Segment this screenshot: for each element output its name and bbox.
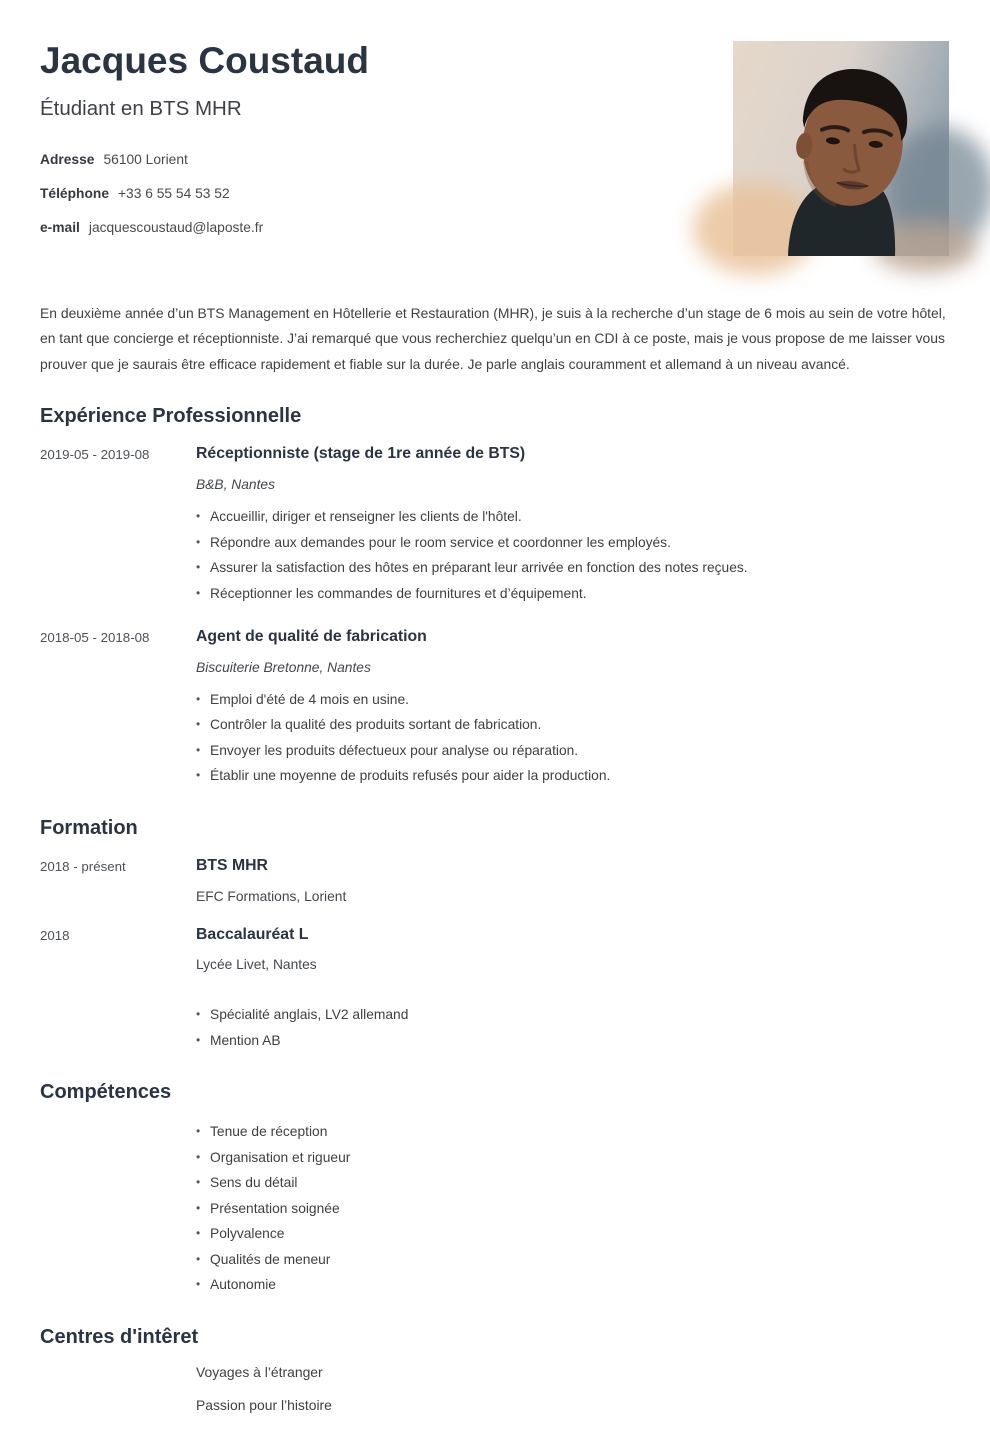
skill-item: • Polyvalence: [196, 1221, 950, 1247]
bullet-item: • Établir une moyenne de produits refusés pour aider la production.: [196, 763, 950, 789]
experience-entry: [40, 627, 950, 789]
bullet-list: [196, 504, 950, 606]
education-entry: [40, 856, 950, 904]
entry-dates: 2018: [40, 927, 70, 943]
section-heading-skills: Compétences: [40, 1081, 172, 1104]
bullet-list: [196, 1002, 950, 1053]
entry-content: [196, 856, 950, 904]
section-skills: [40, 1081, 950, 1298]
entry-dates-empty: [40, 1104, 196, 1298]
interest-item: Passion pour l’histoire: [196, 1396, 332, 1413]
interests-list: [196, 1364, 950, 1430]
contact-value-address: 56100 Lorient: [103, 151, 188, 167]
bullet-list: [196, 687, 950, 789]
entry-content: [196, 925, 950, 1054]
section-heading-education: Formation: [40, 816, 138, 839]
entry-content: [196, 627, 950, 789]
person-name: Jacques Coustaud: [40, 40, 369, 81]
section-experience: [40, 405, 950, 788]
entry-title: Réceptionniste (stage de 1re année de BTS): [196, 445, 526, 463]
bullet-item: • Spécialité anglais, LV2 allemand: [196, 1002, 950, 1028]
bullet-item: • Mention AB: [196, 1028, 950, 1054]
section-education: [40, 817, 950, 1053]
skill-item: • Présentation soignée: [196, 1196, 950, 1222]
entry-title: Baccalauréat L: [196, 925, 309, 943]
bullet-item: • Envoyer les produits défectueux pour analyse ou réparation.: [196, 738, 950, 764]
entry-title: BTS MHR: [196, 856, 268, 874]
section-heading-interests: Centres d'intêret: [40, 1325, 199, 1348]
entry-organization: EFC Formations, Lorient: [196, 888, 347, 904]
contact-value-phone: +33 6 55 54 53 52: [118, 185, 230, 201]
entry-organization: Biscuiterie Bretonne, Nantes: [196, 659, 371, 675]
skills-list: [196, 1119, 950, 1298]
bullet-item: • Réceptionner les commandes de fournitures et d’équipement.: [196, 581, 950, 607]
bullet-item: • Accueillir, diriger et renseigner les clients de l'hôtel.: [196, 504, 950, 530]
section-heading-experience: Expérience Professionnelle: [40, 405, 302, 428]
skill-item: • Sens du détail: [196, 1170, 950, 1196]
contact-label: Adresse: [40, 151, 95, 167]
entry-dates: 2018 - présent: [40, 858, 126, 874]
entry-organization: Lycée Livet, Nantes: [196, 957, 317, 973]
portrait-illustration: [733, 41, 949, 256]
entry-dates-empty: [40, 1364, 196, 1430]
contact-label: e-mail: [40, 219, 80, 235]
education-entries: [40, 856, 950, 1053]
person-job-title: Étudiant en BTS MHR: [40, 96, 242, 120]
entry-dates: 2019-05 - 2019-08: [40, 447, 150, 463]
education-entry: [40, 925, 950, 1054]
entry-content: [196, 444, 950, 606]
entry-organization: B&B, Nantes: [196, 477, 275, 493]
skill-item: • Organisation et rigueur: [196, 1145, 950, 1171]
entry-dates: 2018-05 - 2018-08: [40, 630, 150, 646]
resume-header: [40, 42, 950, 235]
contact-value-email: jacquescoustaud@laposte.fr: [88, 219, 264, 235]
interest-item: Voyages à l’étranger: [196, 1363, 323, 1380]
bullet-item: • Emploi d'été de 4 mois en usine.: [196, 687, 950, 713]
section-interests: [40, 1326, 950, 1430]
skill-item: • Autonomie: [196, 1272, 950, 1298]
bullet-item: • Répondre aux demandes pour le room service et coordonner les employés.: [196, 530, 950, 556]
entry-title: Agent de qualité de fabrication: [196, 628, 427, 646]
experience-entries: [40, 444, 950, 788]
bullet-item: • Contrôler la qualité des produits sortant de fabrication.: [196, 712, 950, 738]
profile-photo: [733, 41, 949, 256]
contact-label: Téléphone: [40, 185, 109, 201]
skills-entry: [40, 1104, 950, 1298]
bullet-item: • Assurer la satisfaction des hôtes en préparant leur arrivée en fonction des notes reçues.: [196, 555, 950, 581]
skill-item: • Tenue de réception: [196, 1119, 950, 1145]
interests-entry: [40, 1364, 950, 1430]
skill-item: • Qualités de meneur: [196, 1247, 950, 1273]
summary-paragraph: En deuxième année d’un BTS Management en Hôtellerie et Restauration (MHR), je suis à la recherche d’un stage de 6 mois au sein de votre hôtel, en tant que concierge et réceptionniste. J’ai remarqué que vous recherchiez quelqu’un en CDI à ce poste, mais je vous propose de me laisser vous prouver que je saurais être efficace rapidement et fiable sur la durée. Je parle anglais couramment et allemand à un niveau avancé.: [40, 304, 946, 372]
experience-entry: [40, 444, 950, 606]
